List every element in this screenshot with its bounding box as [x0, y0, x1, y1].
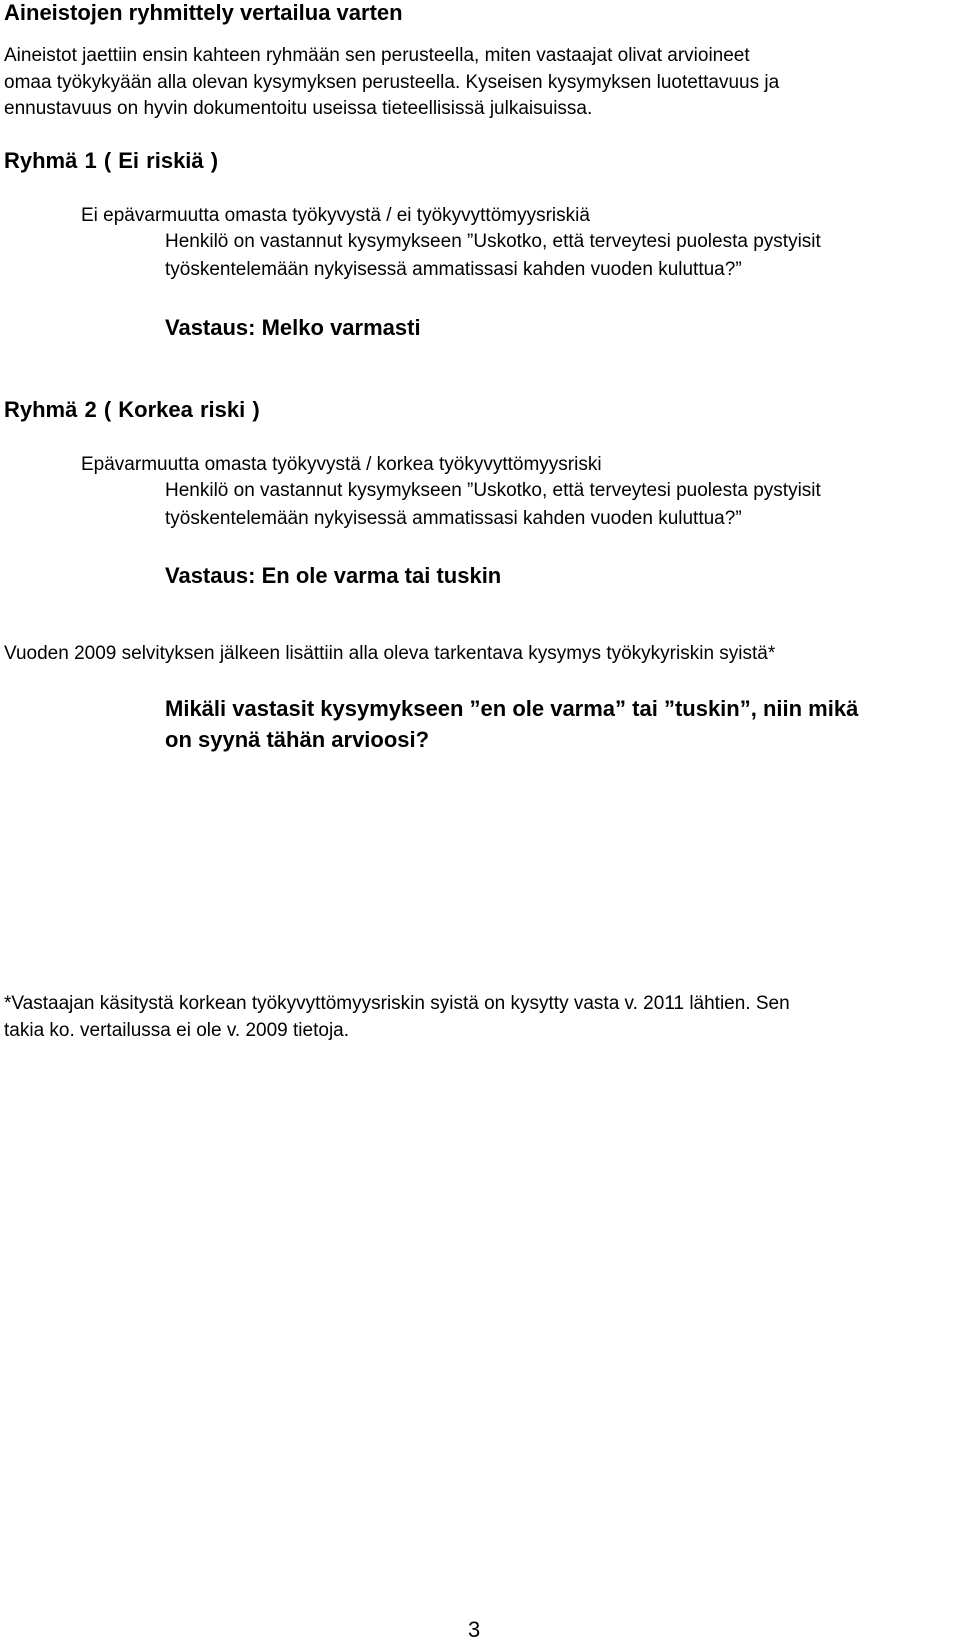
question-line: työskentelemään nykyisessä ammatissasi kahden vuoden kuluttua?” — [165, 258, 742, 280]
group-2-heading: Ryhmä 2 ( Korkea riski ) — [4, 397, 260, 422]
footnote — [4, 990, 790, 1044]
question-line: työskentelemään nykyisessä ammatissasi kahden vuoden kuluttua?” — [165, 507, 742, 529]
intro-paragraph — [4, 43, 779, 123]
question-line: Henkilö on vastannut kysymykseen ”Uskotko, että terveytesi puolesta pystyisit — [165, 231, 821, 252]
followup-question — [165, 693, 858, 755]
group-1-answer: Vastaus: Melko varmasti — [165, 315, 421, 340]
page-number: 3 — [468, 1617, 481, 1642]
group-1-heading: Ryhmä 1 ( Ei riskiä ) — [4, 148, 219, 173]
intro-line: ennustavuus on hyvin dokumentoitu useissa tieteellisissä julkaisuissa. — [4, 98, 593, 119]
group-1-description: Ei epävarmuutta omasta työkyvystä / ei työkyvyttömyysriskiä — [81, 205, 590, 226]
group-1-question — [165, 228, 821, 283]
group-2-answer: Vastaus: En ole varma tai tuskin — [165, 563, 502, 588]
page-title: Aineistojen ryhmittely vertailua varten — [4, 0, 403, 25]
followup-line: Mikäli vastasit kysymykseen ”en ole varma” tai ”tuskin”, niin mikä — [165, 696, 859, 721]
addition-note: Vuoden 2009 selvityksen jälkeen lisättiin alla oleva tarkentava kysymys työkykyriskin syistä* — [4, 643, 776, 664]
intro-line: omaa työkykyään alla olevan kysymyksen perusteella. Kyseisen kysymyksen luotettavuus ja — [4, 71, 780, 93]
footnote-line: *Vastaajan käsitystä korkean työkyvyttömyysriskin syistä on kysytty vasta v. 2011 lähtien. Sen — [4, 993, 790, 1014]
question-line: Henkilö on vastannut kysymykseen ”Uskotko, että terveytesi puolesta pystyisit — [165, 480, 821, 501]
group-2-description: Epävarmuutta omasta työkyvystä / korkea työkyvyttömyysriski — [81, 454, 602, 475]
group-2-question — [165, 477, 821, 532]
followup-line: on syynä tähän arvioosi? — [165, 727, 430, 752]
footnote-line: takia ko. vertailussa ei ole v. 2009 tietoja. — [4, 1020, 350, 1041]
intro-line: Aineistot jaettiin ensin kahteen ryhmään sen perusteella, miten vastaajat olivat arvioineet — [4, 45, 750, 66]
